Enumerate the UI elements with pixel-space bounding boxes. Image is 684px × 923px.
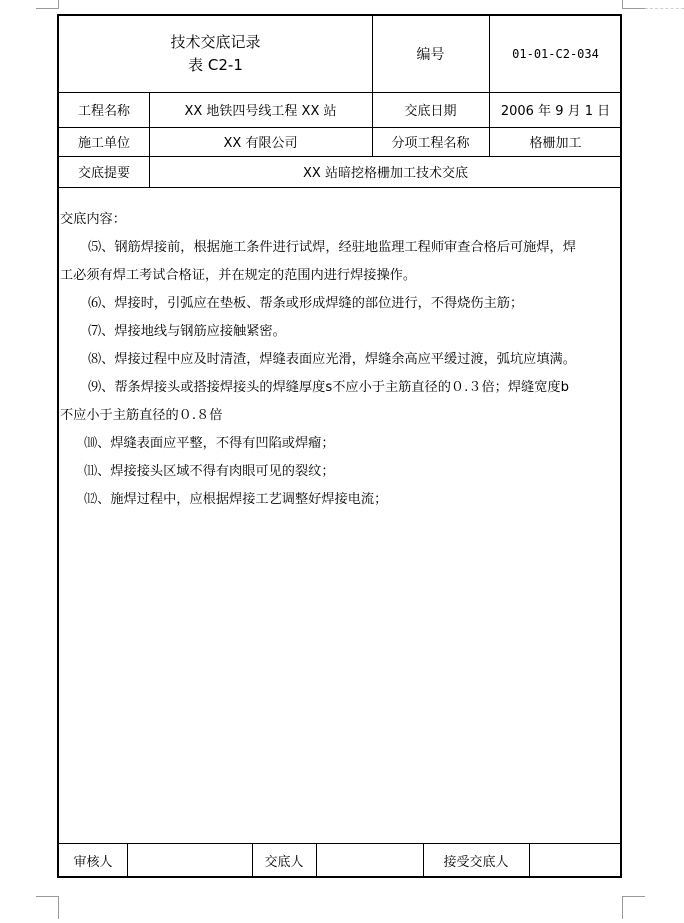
content-line: 不应小于主筋直径的０.８倍 — [60, 408, 223, 423]
code-label: 编号 — [416, 47, 445, 63]
presenter-signature — [316, 843, 423, 878]
presenter-label: 交底人 — [264, 855, 304, 870]
crop-mark-top-left — [36, 0, 59, 9]
crop-mark-bottom-left — [36, 896, 59, 919]
crop-mark-bottom-right — [622, 896, 645, 919]
summary-label: 交底提要 — [77, 166, 130, 181]
subproject-name-label: 分项工程名称 — [391, 136, 470, 151]
subproject-name-value: 格栅加工 — [529, 136, 582, 151]
reviewer-signature — [127, 843, 252, 878]
content-line: ⑾、焊接接头区域不得有肉眼可见的裂纹； — [84, 464, 335, 479]
summary-value: XX 站暗挖格栅加工技术交底 — [303, 166, 468, 181]
form-title-block — [59, 16, 372, 92]
project-name-label: 工程名称 — [77, 104, 130, 119]
content-line: 工必须有焊工考试合格证，并在规定的范围内进行焊接操作。 — [60, 268, 417, 283]
technical-disclosure-form — [57, 14, 622, 878]
crop-mark-top-right — [622, 0, 645, 9]
content-line: ⑻、焊接过程中应及时清渣，焊缝表面应光滑，焊缝余高应平缓过渡，弧坑应填满。 — [88, 352, 576, 367]
reviewer-label: 审核人 — [73, 855, 113, 870]
disclosure-date-value: 2006 年 9 月 1 日 — [500, 104, 611, 119]
project-name-value: XX 地铁四号线工程 XX 站 — [184, 104, 337, 119]
receiver-signature — [529, 843, 622, 878]
code-value: 01-01-C2-034 — [512, 47, 599, 61]
form-number: 表 C2-1 — [188, 56, 243, 74]
content-line: ⑼、帮条焊接头或搭接焊接头的焊缝厚度s不应小于主筋直径的０.３倍；焊缝宽度b — [88, 380, 569, 395]
disclosure-content — [60, 204, 622, 514]
content-line: ⑺、焊接地线与钢筋应接触紧密。 — [88, 324, 286, 339]
content-heading: 交底内容： — [60, 212, 126, 227]
content-line: ⑹、焊接时，引弧应在垫板、帮条或形成焊缝的部位进行，不得烧伤主筋； — [88, 296, 524, 311]
disclosure-date-label: 交底日期 — [404, 104, 457, 119]
receiver-label: 接受交底人 — [443, 855, 509, 870]
construction-unit-value: XX 有限公司 — [223, 136, 298, 151]
construction-unit-label: 施工单位 — [77, 136, 130, 151]
row-divider — [59, 187, 620, 188]
content-line: ⑽、焊缝表面应平整，不得有凹陷或焊瘤； — [84, 436, 335, 451]
content-line: ⑿、施焊过程中，应根据焊接工艺调整好焊接电流； — [84, 492, 388, 507]
form-title: 技术交底记录 — [170, 33, 261, 51]
content-line: ⑸、钢筋焊接前，根据施工条件进行试焊，经驻地监理工程师审查合格后可施焊，焊 — [88, 240, 576, 255]
